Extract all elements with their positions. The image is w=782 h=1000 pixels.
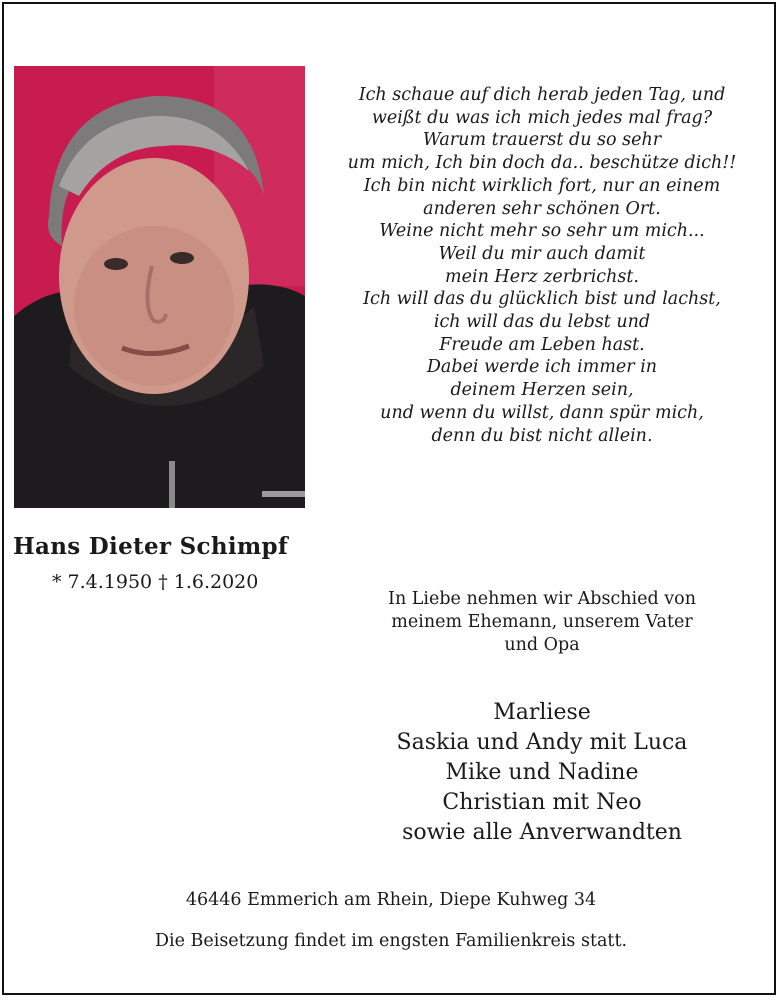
farewell-line: In Liebe nehmen wir Abschied von	[388, 589, 696, 609]
mourners-list	[312, 698, 772, 848]
poem	[312, 84, 772, 447]
poem-line: Dabei werde ich immer in	[426, 357, 658, 378]
poem-line: und wenn du willst, dann spür mich,	[380, 402, 704, 423]
poem-line: Ich bin nicht wirklich fort, nur an einem	[363, 175, 721, 196]
address: 46446 Emmerich am Rhein, Diepe Kuhweg 34	[185, 890, 597, 910]
poem-line: Freude am Leben hast.	[439, 334, 645, 355]
farewell-line: und Opa	[504, 635, 580, 655]
farewell-text	[312, 588, 772, 657]
poem-line: weißt du was ich mich jedes mal frag?	[371, 107, 713, 128]
poem-line: ich will das du lebst und	[433, 312, 651, 333]
deceased-name: Hans Dieter Schimpf	[13, 533, 289, 560]
poem-line: Weine nicht mehr so sehr um mich...	[379, 221, 705, 242]
poem-line: um mich, Ich bin doch da.. beschütze dich!!	[347, 153, 737, 174]
life-dates: * 7.4.1950 † 1.6.2020	[52, 571, 259, 593]
poem-line: Warum trauerst du so sehr	[422, 130, 662, 151]
mourner-line: Mike und Nadine	[445, 760, 639, 785]
poem-line: deinem Herzen sein,	[450, 380, 634, 401]
poem-line: mein Herz zerbrichst.	[445, 266, 639, 287]
mourner-line: Saskia und Andy mit Luca	[396, 730, 688, 755]
portrait-photo-icon	[14, 66, 305, 508]
poem-line: Weil du mir auch damit	[438, 243, 646, 264]
poem-line: Ich schaue auf dich herab jeden Tag, und	[358, 85, 726, 105]
mourner-line: Christian mit Neo	[442, 790, 642, 815]
poem-line: denn du bist nicht allein.	[431, 425, 653, 446]
funeral-notice: Die Beisetzung findet im engsten Familienkreis statt.	[154, 931, 628, 951]
mourner-line: Marliese	[493, 700, 591, 725]
poem-line: Ich will das du glücklich bist und lachst,	[363, 289, 721, 310]
portrait-photo	[14, 66, 305, 508]
farewell-line: meinem Ehemann, unserem Vater	[391, 612, 693, 632]
poem-line: anderen sehr schönen Ort.	[423, 198, 661, 219]
mourner-line: sowie alle Anverwandten	[402, 820, 682, 845]
